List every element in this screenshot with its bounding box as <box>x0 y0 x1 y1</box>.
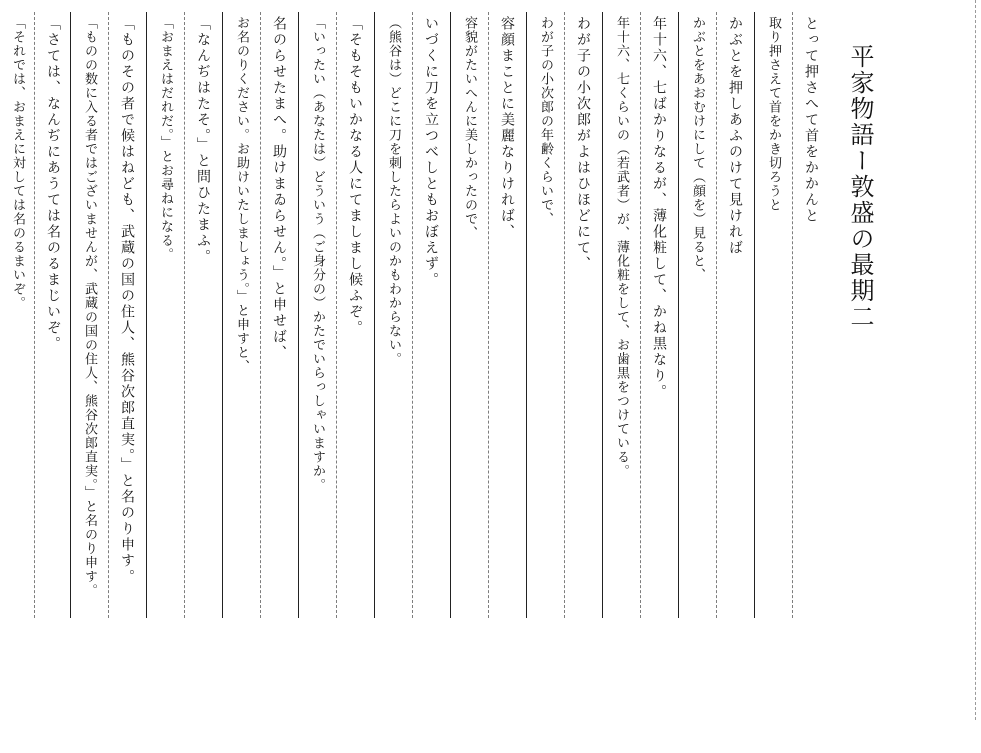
original-line: 容顔まことに美麗なりければ、 <box>499 16 515 240</box>
original-line: 「ものその者で候はねども、武蔵の国の住人、熊谷次郎直実。」と名のり申す。 <box>119 16 135 585</box>
line-separator <box>108 12 109 618</box>
translation-line: （熊谷は）どこに刀を刺したらよいのかもわからない。 <box>386 16 401 366</box>
translation-line: 「ものの数に入る者ではございませんが、武蔵の国の住人、熊谷次郎直実。」と名のり申す。 <box>82 16 97 598</box>
original-line: 「そもそもいかなる人にてましまし候ふぞ。 <box>347 16 363 336</box>
original-line: とって押さへて首をかかんと <box>803 16 819 224</box>
line-separator <box>184 12 185 618</box>
line-separator <box>336 12 337 618</box>
pair-separator <box>222 12 223 618</box>
pair-separator <box>70 12 71 618</box>
original-line: 名のらせたまへ。助けまゐらせん。」と申せば、 <box>271 16 287 361</box>
pair-separator <box>754 12 755 618</box>
line-separator <box>260 12 261 618</box>
original-line: 「さては、なんぢにあうては名のるまじいぞ。 <box>45 16 61 352</box>
original-line: いづくに刀を立つべしともおぼえず。 <box>423 16 439 288</box>
line-separator <box>716 12 717 618</box>
pair-separator <box>602 12 603 618</box>
original-line: わが子の小次郎がよはひほどにて、 <box>575 16 591 272</box>
line-separator <box>412 12 413 618</box>
line-separator <box>488 12 489 618</box>
original-line: かぶとを押しあふのけて見ければ <box>727 16 743 256</box>
translation-line: 年十六、七くらいの（若武者）が、薄化粧をして、お歯黒をつけている。 <box>614 16 629 478</box>
translation-line: お名のりください。お助けいたしましょう。」と申すと、 <box>234 16 249 374</box>
translation-line: 「それでは、おまえに対しては名のるまいぞ。 <box>10 16 25 310</box>
translation-line: わが子の小次郎の年齢くらいで、 <box>538 16 553 226</box>
original-line: 年十六、七ばかりなるが、薄化粧して、かね黒なり。 <box>651 16 667 400</box>
pair-separator <box>526 12 527 618</box>
original-line: 「なんぢはたそ。」と問ひたまふ。 <box>195 16 211 265</box>
page-edge-dashed-line <box>975 0 976 720</box>
line-separator <box>792 12 793 618</box>
pair-separator <box>298 12 299 618</box>
pair-separator <box>678 12 679 618</box>
document-title: 平家物語ー敦盛の最期二 <box>846 44 874 330</box>
translation-line: 「いったい（あなたは）どういう（ご身分の）かたでいらっしゃいますか。 <box>310 16 325 492</box>
translation-line: 取り押さえて首をかき切ろうと <box>766 16 781 212</box>
pair-separator <box>374 12 375 618</box>
pair-separator <box>146 12 147 618</box>
line-separator <box>34 12 35 618</box>
pair-separator <box>450 12 451 618</box>
line-separator <box>640 12 641 618</box>
translation-line: 「おまえはだれだ。」とお尋ねになる。 <box>158 16 173 262</box>
line-separator <box>564 12 565 618</box>
translation-line: かぶとをあおむけにして（顔を）見ると、 <box>690 16 705 282</box>
translation-line: 容貌がたいへんに美しかったので、 <box>462 16 477 240</box>
